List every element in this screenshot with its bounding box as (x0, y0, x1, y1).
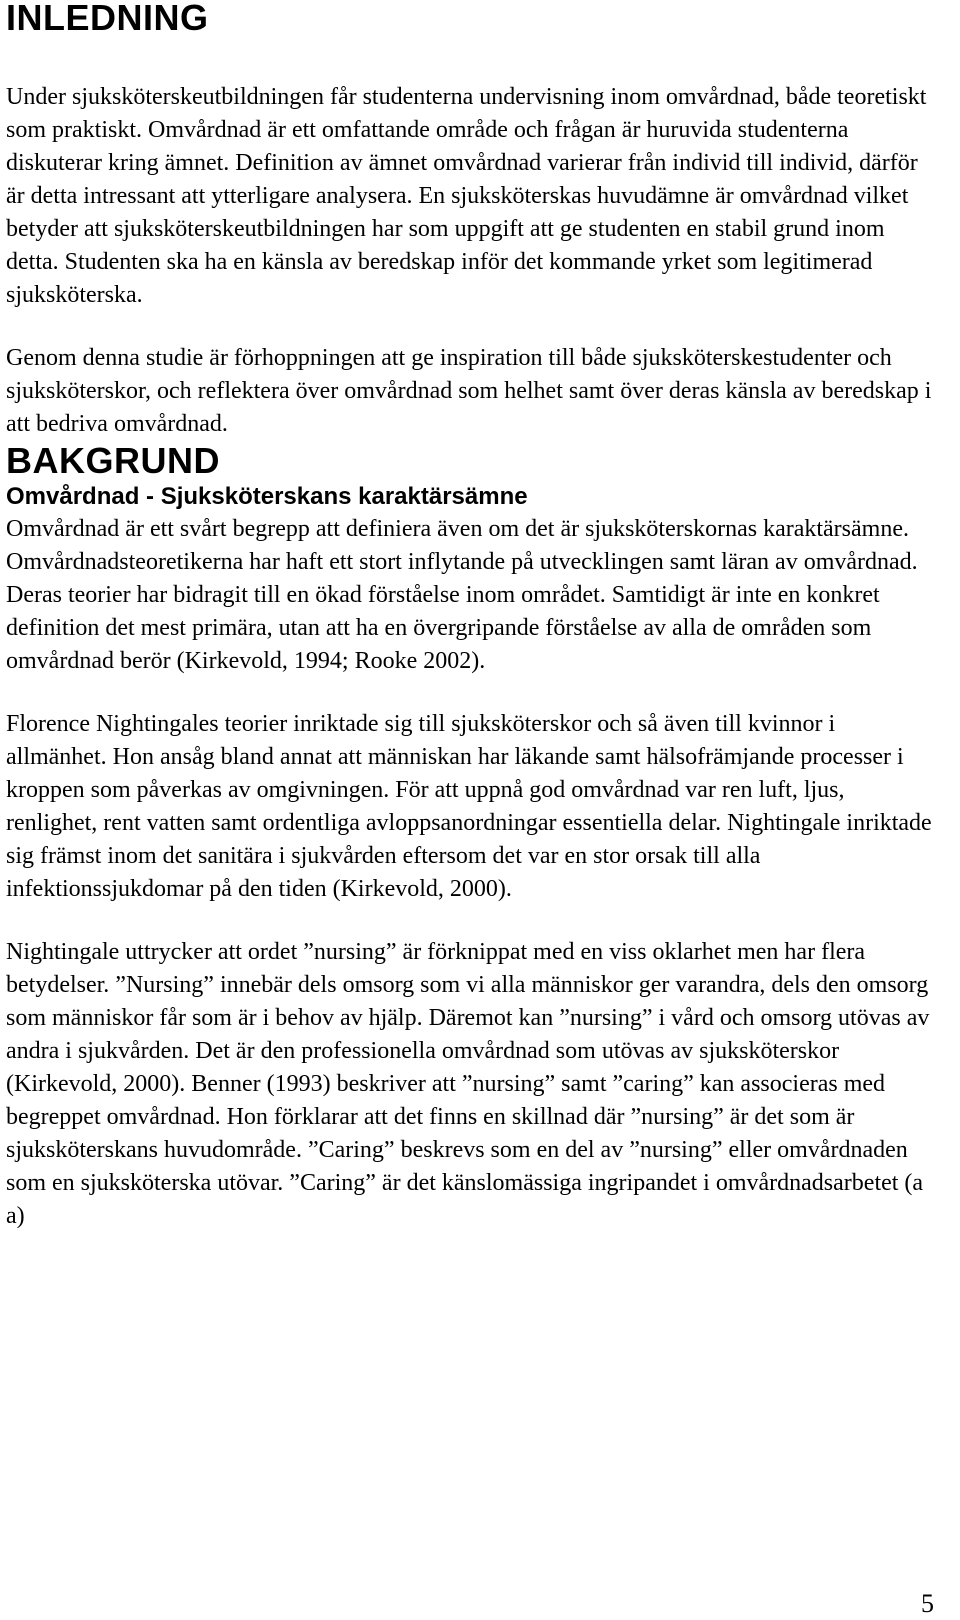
intro-paragraph-2: Genom denna studie är förhoppningen att ge inspiration till både sjuksköterskestudenter och sjuksköterskor, och reflektera över omvårdnad som helhet samt över deras känsla av beredskap i att bedriva omvårdnad. (6, 345, 932, 437)
heading-bakgrund: BAKGRUND (6, 440, 220, 481)
heading-inledning: INLEDNING (6, 0, 209, 38)
background-paragraph-1: Omvårdnad är ett svårt begrepp att definiera även om det är sjuksköterskornas karaktärsämne. Omvårdnadsteoretikerna har haft ett stort inflytande på utvecklingen samt läran av omvårdnad. Deras teorier har bidragit till en ökad förståelse inom området. Samtidigt är inte en konkret definition det mest primära, utan att ha en övergripande förståelse av alla de områden som omvårdnad berör (Kirkevold, 1994; Rooke 2002). (6, 516, 918, 674)
background-paragraph-2: Florence Nightingales teorier inriktade sig till sjuksköterskor och så även till kvinnor i allmänhet. Hon ansåg bland annat att människan har läkande samt hälsofrämjande processer i kroppen som påverkas av omgivningen. För att uppnå god omvårdnad var ren luft, ljus, renlighet, rent vatten samt ordentliga avloppsanordningar essentiella delar. Nightingale inriktade sig främst inom det sanitära i sjukvården eftersom det var en stor orsak till alla infektionssjukdomar på den tiden (Kirkevold, 2000). (6, 711, 932, 902)
background-paragraph-3: Nightingale uttrycker att ordet ”nursing” är förknippat med en viss oklarhet men har flera betydelser. ”Nursing” innebär dels omsorg som vi alla människor ger varandra, dels den omsorg som människor får som är i behov av hjälp. Däremot kan ”nursing” i vård och omsorg utövas av andra i sjukvården. Det är den professionella omvårdnad som utövas av sjuksköterskor (Kirkevold, 2000). Benner (1993) beskriver att ”nursing” samt ”caring” kan associeras med begreppet omvårdnad. Hon förklarar att det finns en skillnad där ”nursing” är det som är sjuksköterskans huvudområde. ”Caring” beskrevs som en del av ”nursing” eller omvårdnaden som en sjuksköterska utövar. ”Caring” är det känslomässiga ingripandet i omvårdnadsarbetet (a a) (6, 939, 930, 1229)
subheading-omvardnad: Omvårdnad - Sjuksköterskans karaktärsämne (6, 483, 528, 510)
intro-paragraph-1: Under sjuksköterskeutbildningen får studenterna undervisning inom omvårdnad, både teoretiskt som praktiskt. Omvårdnad är ett omfattande område och frågan är huruvida studenterna diskuterar kring ämnet. Definition av ämnet omvårdnad varierar från individ till individ, därför är detta intressant att ytterligare analysera. En sjuksköterskas huvudämne är omvårdnad vilket betyder att sjuksköterskeutbildningen har som uppgift att ge studenten en stabil grund inom detta. Studenten ska ha en känsla av beredskap inför det kommande yrket som legitimerad sjuksköterska. (6, 84, 927, 308)
document-page (6, 0, 936, 1233)
page-number: 5 (921, 1589, 934, 1618)
